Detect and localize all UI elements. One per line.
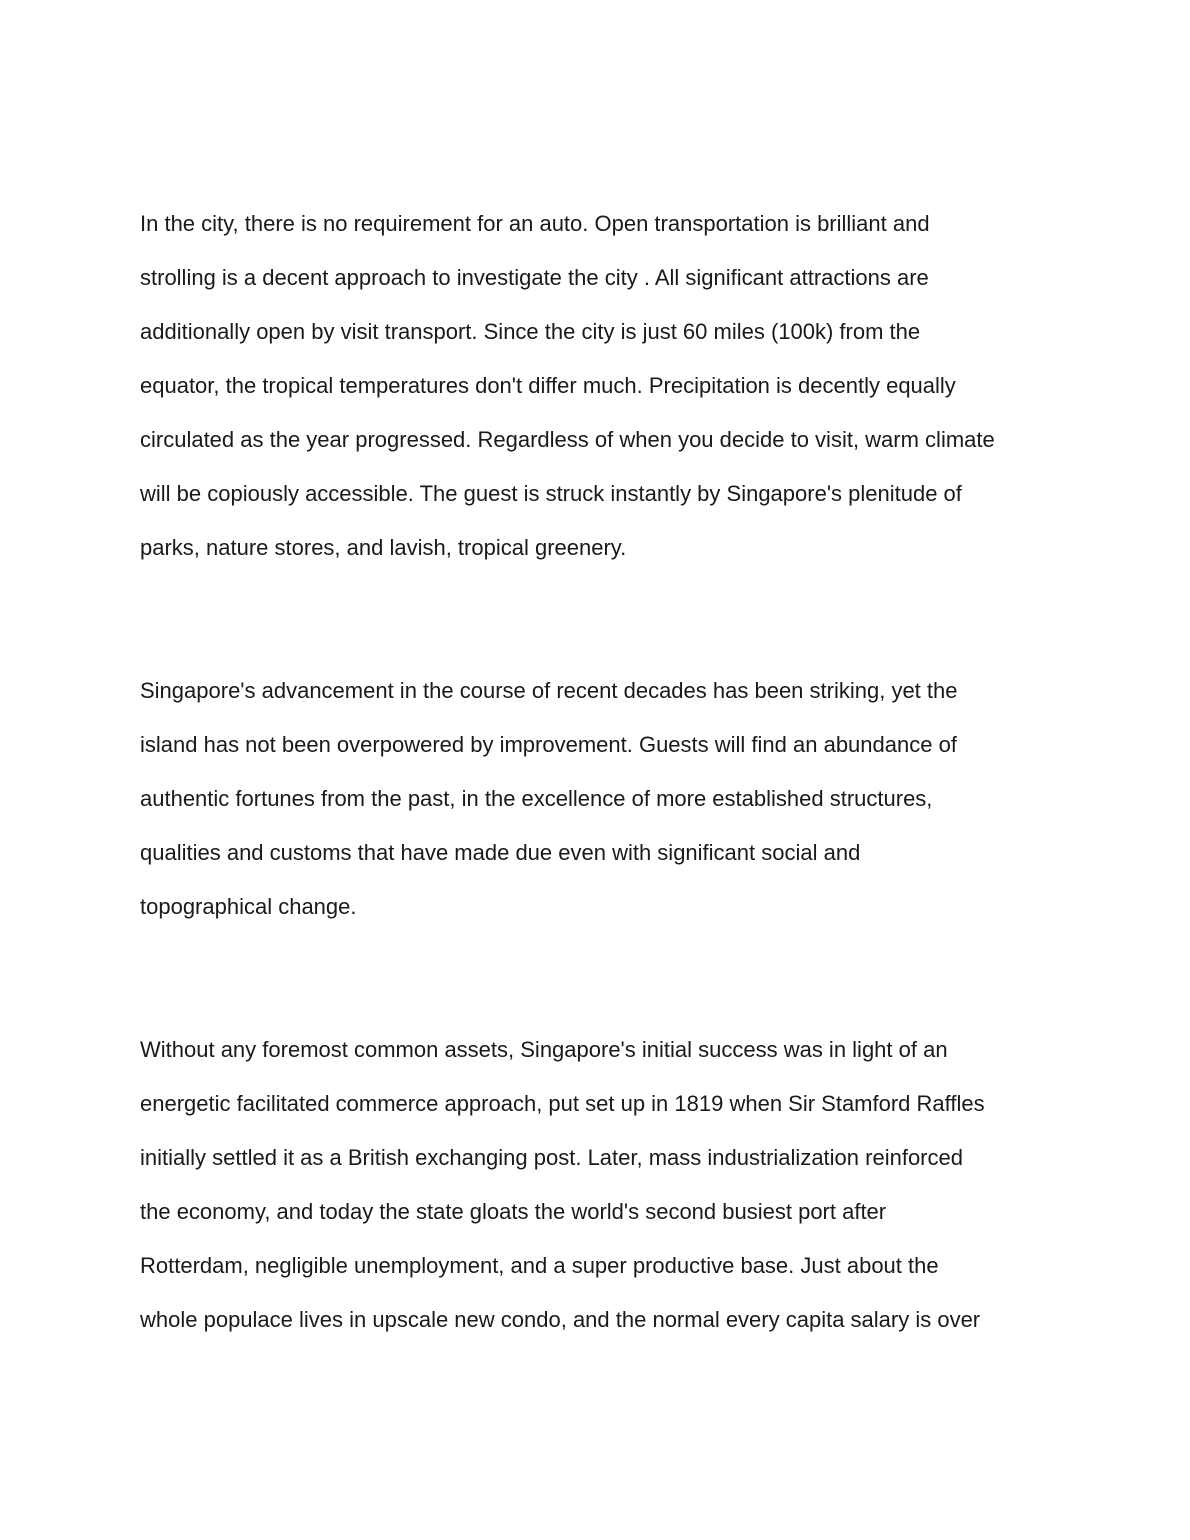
text-line: Singapore's advancement in the course of recent decades has been striking, yet the	[140, 678, 958, 703]
text-line: additionally open by visit transport. Since the city is just 60 miles (100k) from the	[140, 319, 921, 344]
text-line: strolling is a decent approach to investigate the city . All significant attractions are	[140, 265, 929, 290]
text-line: initially settled it as a British exchanging post. Later, mass industrialization reinforced	[140, 1145, 963, 1170]
text-line: Without any foremost common assets, Singapore's initial success was in light of an	[140, 1037, 948, 1062]
paragraph	[140, 1023, 1055, 1347]
text-line: the economy, and today the state gloats the world's second busiest port after	[140, 1199, 887, 1224]
text-line: authentic fortunes from the past, in the excellence of more established structures,	[140, 786, 933, 811]
text-line: parks, nature stores, and lavish, tropical greenery.	[140, 535, 627, 560]
text-line: circulated as the year progressed. Regardless of when you decide to visit, warm climate	[140, 427, 995, 452]
text-line: equator, the tropical temperatures don't differ much. Precipitation is decently equally	[140, 373, 956, 398]
text-line: will be copiously accessible. The guest is struck instantly by Singapore's plenitude of	[140, 481, 962, 506]
text-line: energetic facilitated commerce approach, put set up in 1819 when Sir Stamford Raffles	[140, 1091, 985, 1116]
text-line: topographical change.	[140, 894, 357, 919]
text-line: Rotterdam, negligible unemployment, and a super productive base. Just about the	[140, 1253, 939, 1278]
paragraph	[140, 664, 1055, 934]
text-line: In the city, there is no requirement for an auto. Open transportation is brilliant and	[140, 211, 930, 236]
document-body	[140, 197, 1055, 1347]
text-line: island has not been overpowered by improvement. Guests will find an abundance of	[140, 732, 957, 757]
text-line: whole populace lives in upscale new condo, and the normal every capita salary is over	[140, 1307, 981, 1332]
text-line: qualities and customs that have made due even with significant social and	[140, 840, 861, 865]
paragraph	[140, 197, 1055, 575]
